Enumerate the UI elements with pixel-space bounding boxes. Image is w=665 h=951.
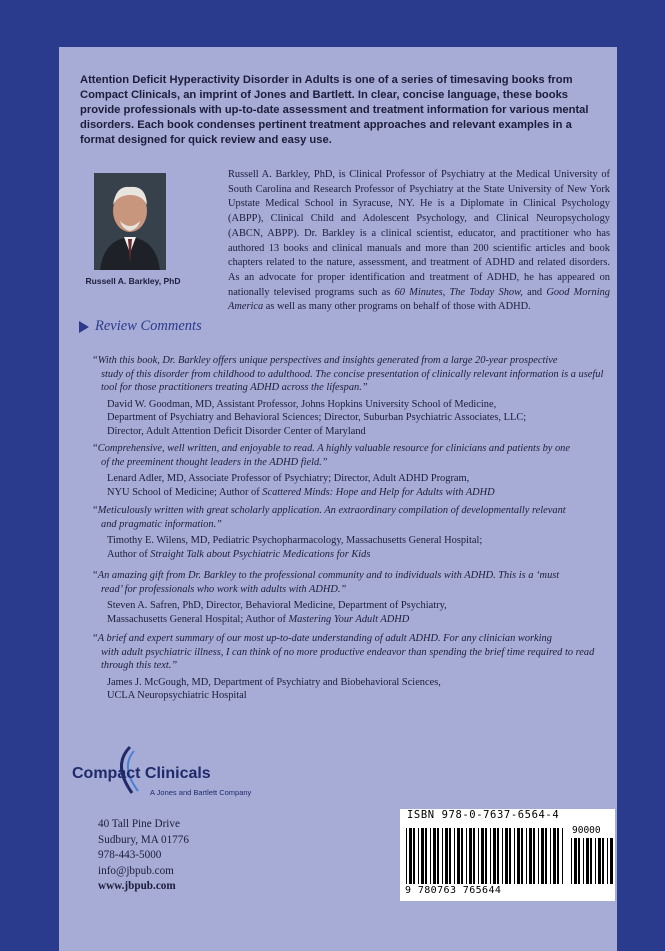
review-attribution: Steven A. Safren, PhD, Director, Behavioral Medicine, Department of Psychiatry, Massachusetts General Hospital; Author of Mastering Your Adult ADHD: [107, 600, 447, 625]
isbn-price-code: 90000: [572, 825, 601, 836]
review-1: [92, 354, 614, 439]
author-bio: [228, 168, 610, 315]
review-quote: “Comprehensive, well written, and enjoyable to read. A highly valuable resource for clinicians and patients by one of the preeminent thought leaders in the ADHD field.”: [92, 443, 570, 468]
review-attribution: David W. Goodman, MD, Assistant Professor, Johns Hopkins University School of Medicine, Department of Psychiatry and Behavioral Sciences; Director, Suburban Psychiatric Associates, LLC; Director, Adult Attention Deficit Disorder Center of Maryland: [107, 398, 527, 437]
author-photo: [94, 173, 166, 270]
publisher-logo-text: Compact Clinicals: [72, 765, 211, 782]
address-phone: 978-443-5000: [98, 849, 162, 861]
review-3: [92, 504, 614, 561]
review-attribution: Timothy E. Wilens, MD, Pediatric Psychopharmacology, Massachusetts General Hospital; Author of Straight Talk about Psychiatric Medications for Kids: [107, 535, 483, 560]
author-caption: Russell A. Barkley, PhD: [85, 276, 181, 286]
address-street: 40 Tall Pine Drive: [98, 818, 180, 830]
price-barcode-icon: [570, 838, 613, 884]
review-comments-title: Review Comments: [95, 318, 202, 334]
bio-shows-2: Good Morning America: [228, 286, 610, 313]
intro-text: is one of a series of timesaving books from Compact Clinicals, an imprint of Jones and Bartlett. In clear, concise language, these books provide professionals with up-to-date assessment and treatment information for various mental disorders. Each book condenses pertinent treatment approaches and relevant examples in a format designed for quick review and easy use.: [80, 74, 589, 146]
review-4: [92, 569, 614, 626]
review-quote: “With this book, Dr. Barkley offers unique perspectives and insights generated from a large 20-year prospective study of this disorder from childhood to adulthood. The concise presentation of clinically relevant information is a useful tool for those practitioners treating ADHD across the lifespan.”: [92, 355, 604, 394]
review-attribution: Lenard Adler, MD, Associate Professor of Psychiatry; Director, Adult ADHD Program, NYU School of Medicine; Author of Scattered Minds: Hope and Help for Adults with ADHD: [107, 473, 495, 498]
publisher-logo-subtitle: A Jones and Bartlett Company: [150, 788, 252, 797]
bio-text-2: and: [522, 286, 547, 298]
review-comments-header: [79, 318, 202, 335]
portrait-image: [94, 173, 166, 270]
address-email: info@jbpub.com: [98, 864, 174, 877]
bio-text-1: Russell A. Barkley, PhD, is Clinical Professor of Psychiatry at the Medical University of South Carolina and Research Professor of Psychiatry at the State University of New York Upstate Medical School in Syracuse, NY. He is a Diplomate in Clinical Psychology (ABPP), Clinical Child and Adolescent Psychology, and Clinical Neuropsychology (ABCN, ABPP). Dr. Barkley is a clinical scientist, educator, and practitioner who has authored 13 books and clinical manuals and more than 200 scientific articles and book chapters related to the nature, assessment, and treatment of ADHD and related disorders. As an advocate for proper identification and treatment of ADHD, he has appeared on nationally televised programs such as: [228, 169, 610, 298]
bio-text-3: as well as many other programs on behalf of those with ADHD.: [263, 301, 531, 313]
triangle-bullet-icon: [79, 321, 89, 333]
review-5: [92, 632, 614, 703]
intro-paragraph: [80, 73, 600, 148]
review-attribution: James J. McGough, MD, Department of Psychiatry and Biobehavioral Sciences, UCLA Neuropsychiatric Hospital: [107, 676, 441, 702]
address-city: Sudbury, MA 01776: [98, 833, 189, 846]
intro-title: Attention Deficit Hyperactivity Disorder in Adults: [80, 74, 340, 86]
review-quote: “Meticulously written with great scholarly application. An extraordinary compilation of developmentally relevant and pragmatic information.”: [92, 505, 566, 530]
bio-shows-1: 60 Minutes, The Today Show,: [394, 286, 523, 298]
barcode-icon: [405, 828, 565, 884]
review-2: [92, 442, 614, 499]
review-quote: “An amazing gift from Dr. Barkley to the professional community and to individuals with ADHD. This is a ‘must read’ for professionals who work with adults with ADHD.”: [92, 570, 560, 595]
address-website: www.jbpub.com: [98, 880, 176, 892]
review-quote: “A brief and expert summary of our most up-to-date understanding of adult ADHD. For any clinician working with adult psychiatric illness, I can think of no more productive endeavor than spending the brief time required to read through this text.”: [92, 633, 595, 672]
publisher-address: [98, 817, 189, 895]
isbn-label: ISBN 978-0-7637-6564-4: [407, 809, 560, 821]
barcode-number: 9 780763 765644: [405, 885, 502, 896]
